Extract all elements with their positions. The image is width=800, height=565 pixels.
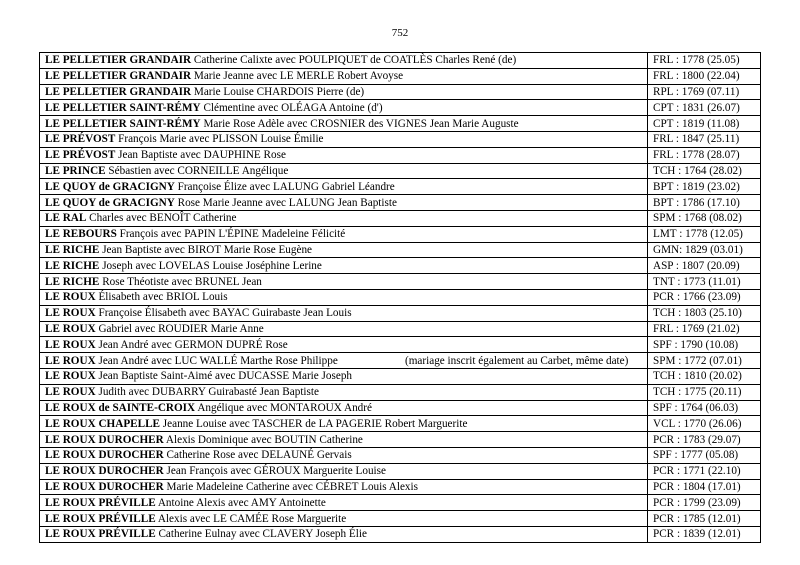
parish-date-cell: RPL : 1769 (07.11): [648, 84, 761, 100]
parish-date-cell: FRL : 1778 (28.07): [648, 147, 761, 163]
spouses-cell: [40, 53, 648, 69]
spouse-names: Jean André avec LUC WALLÉ Marthe Rose Philippe: [98, 354, 338, 367]
table-row: [40, 68, 761, 84]
surname: LE REBOURS: [45, 228, 117, 241]
surname: LE ROUX: [45, 291, 96, 304]
page-number: 752: [391, 27, 409, 39]
parish-date-cell: TCH : 1764 (28.02): [648, 163, 761, 179]
table-row: [40, 447, 761, 463]
table-row: [40, 100, 761, 116]
spouses-cell: [40, 321, 648, 337]
surname: LE ROUX DUROCHER: [45, 449, 164, 462]
spouse-names: Catherine Calixte avec POULPIQUET de COATLÈS Charles René (de): [193, 54, 517, 67]
table-row: [40, 163, 761, 179]
surname: LE PELLETIER GRANDAIR: [45, 70, 192, 83]
table-row: [40, 195, 761, 211]
spouses-cell: [40, 463, 648, 479]
surname: LE ROUX: [45, 322, 96, 335]
table-row: [40, 337, 761, 353]
spouse-names: Judith avec DUBARRY Guirabasté Jean Baptiste: [98, 386, 319, 399]
surname: LE PRÉVOST: [45, 149, 116, 162]
surname: LE ROUX DUROCHER: [45, 465, 164, 478]
table-row: [40, 463, 761, 479]
parish-date-cell: ASP : 1807 (20.09): [648, 258, 761, 274]
spouses-cell: [40, 84, 648, 100]
spouse-names: Françoise Élize avec LALUNG Gabriel Léandre: [177, 180, 395, 193]
spouse-names: Rose Marie Jeanne avec LALUNG Jean Baptiste: [177, 196, 397, 209]
parish-date-cell: FRL : 1800 (22.04): [648, 68, 761, 84]
spouses-cell: [40, 116, 648, 132]
table-row: [40, 305, 761, 321]
spouses-cell: [40, 400, 648, 416]
table-row: [40, 479, 761, 495]
surname: LE ROUX PRÉVILLE: [45, 496, 156, 509]
table-row: [40, 53, 761, 69]
spouses-cell: [40, 511, 648, 527]
spouses-cell: [40, 68, 648, 84]
spouse-names: Alexis avec LE CAMÉE Rose Marguerite: [157, 512, 347, 525]
spouses-cell: [40, 384, 648, 400]
spouse-names: Marie Jeanne avec LE MERLE Robert Avoyse: [193, 70, 404, 83]
parish-date-cell: PCR : 1783 (29.07): [648, 432, 761, 448]
spouses-cell: [40, 147, 648, 163]
surname: LE QUOY de GRACIGNY: [45, 196, 175, 209]
spouse-names: Clémentine avec OLÉAGA Antoine (d'): [203, 101, 383, 114]
parish-date-cell: LMT : 1778 (12.05): [648, 226, 761, 242]
surname: LE RICHE: [45, 259, 100, 272]
parish-date-cell: BPT : 1786 (17.10): [648, 195, 761, 211]
parish-date-cell: SPM : 1772 (07.01): [648, 353, 761, 369]
surname: LE ROUX: [45, 354, 96, 367]
parish-date-cell: FRL : 1847 (25.11): [648, 131, 761, 147]
parish-date-cell: CPT : 1819 (11.08): [648, 116, 761, 132]
spouse-names: Antoine Alexis avec AMY Antoinette: [157, 496, 326, 509]
surname: LE QUOY de GRACIGNY: [45, 180, 175, 193]
spouse-names: Marie Rose Adèle avec CROSNIER des VIGNES Jean Marie Auguste: [203, 117, 519, 130]
parish-date-cell: TCH : 1775 (20.11): [648, 384, 761, 400]
table-row: [40, 526, 761, 542]
table-row: [40, 511, 761, 527]
surname: LE RICHE: [45, 275, 100, 288]
table-row: [40, 400, 761, 416]
spouse-names: Jean François avec GÉROUX Marguerite Louise: [166, 465, 386, 478]
parish-date-cell: FRL : 1778 (25.05): [648, 53, 761, 69]
surname: LE PELLETIER SAINT-RÉMY: [45, 101, 201, 114]
parish-date-cell: VCL : 1770 (26.06): [648, 416, 761, 432]
spouses-cell: [40, 416, 648, 432]
spouses-cell: [40, 526, 648, 542]
table-row: [40, 416, 761, 432]
registry-body: [40, 53, 761, 543]
table-row: [40, 321, 761, 337]
parish-date-cell: FRL : 1769 (21.02): [648, 321, 761, 337]
table-row: [40, 242, 761, 258]
parish-date-cell: TNT : 1773 (11.01): [648, 274, 761, 290]
table-row: [40, 353, 761, 369]
table-row: [40, 384, 761, 400]
table-row: [40, 210, 761, 226]
spouses-cell: [40, 163, 648, 179]
spouse-names: Catherine Eulnay avec CLAVERY Joseph Élie: [158, 528, 367, 541]
surname: LE ROUX DUROCHER: [45, 433, 164, 446]
parish-date-cell: SPF : 1777 (05.08): [648, 447, 761, 463]
table-row: [40, 147, 761, 163]
table-row: [40, 226, 761, 242]
spouses-cell: [40, 495, 648, 511]
surname: LE PELLETIER SAINT-RÉMY: [45, 117, 201, 130]
surname: LE ROUX: [45, 307, 96, 320]
surname: LE PELLETIER GRANDAIR: [45, 85, 192, 98]
spouses-cell: [40, 479, 648, 495]
parish-date-cell: PCR : 1804 (17.01): [648, 479, 761, 495]
spouses-cell: [40, 368, 648, 384]
table-row: [40, 432, 761, 448]
spouses-cell: [40, 337, 648, 353]
parish-date-cell: SPF : 1790 (10.08): [648, 337, 761, 353]
spouse-names: Charles avec BENOÎT Catherine: [89, 212, 237, 225]
surname: LE ROUX DUROCHER: [45, 480, 164, 493]
spouse-names: François Marie avec PLISSON Louise Émilie: [118, 133, 324, 146]
parish-date-cell: TCH : 1810 (20.02): [648, 368, 761, 384]
spouses-cell: [40, 195, 648, 211]
parish-date-cell: PCR : 1771 (22.10): [648, 463, 761, 479]
table-row: [40, 131, 761, 147]
surname: LE RAL: [45, 212, 87, 225]
spouse-names: Joseph avec LOVELAS Louise Joséphine Lerine: [102, 259, 322, 272]
marriage-registry-table: [39, 52, 761, 543]
row-note: (mariage inscrit également au Carbet, même date): [405, 354, 629, 367]
table-row: [40, 274, 761, 290]
surname: LE ROUX CHAPELLE: [45, 417, 160, 430]
spouse-names: Alexis Dominique avec BOUTIN Catherine: [165, 433, 363, 446]
spouse-names: Sébastien avec CORNEILLE Angélique: [108, 164, 289, 177]
spouses-cell: [40, 447, 648, 463]
spouses-cell: [40, 131, 648, 147]
surname: LE PRÉVOST: [45, 133, 116, 146]
surname: LE PELLETIER GRANDAIR: [45, 54, 192, 67]
parish-date-cell: GMN: 1829 (03.01): [648, 242, 761, 258]
spouse-names: Jean Baptiste avec DAUPHINE Rose: [118, 149, 286, 162]
surname: LE ROUX: [45, 370, 96, 383]
surname: LE ROUX: [45, 386, 96, 399]
table-row: [40, 84, 761, 100]
spouses-cell: [40, 210, 648, 226]
parish-date-cell: BPT : 1819 (23.02): [648, 179, 761, 195]
table-row: [40, 258, 761, 274]
spouse-names: François avec PAPIN L'ÉPINE Madeleine Félicité: [119, 228, 346, 241]
parish-date-cell: PCR : 1785 (12.01): [648, 511, 761, 527]
parish-date-cell: SPM : 1768 (08.02): [648, 210, 761, 226]
parish-date-cell: TCH : 1803 (25.10): [648, 305, 761, 321]
table-row: [40, 495, 761, 511]
surname: LE ROUX de SAINTE-CROIX: [45, 401, 196, 414]
spouses-cell: [40, 353, 648, 369]
parish-date-cell: PCR : 1799 (23.09): [648, 495, 761, 511]
spouse-names: Rose Théotiste avec BRUNEL Jean: [102, 275, 262, 288]
table-row: [40, 289, 761, 305]
table-row: [40, 179, 761, 195]
spouse-names: Jeanne Louise avec TASCHER de LA PAGERIE Robert Marguerite: [162, 417, 468, 430]
spouse-names: Jean André avec GERMON DUPRÉ Rose: [98, 338, 288, 351]
spouse-names: Françoise Élisabeth avec BAYAC Guirabaste Jean Louis: [98, 307, 352, 320]
parish-date-cell: PCR : 1766 (23.09): [648, 289, 761, 305]
surname: LE ROUX PRÉVILLE: [45, 528, 156, 541]
spouses-cell: [40, 179, 648, 195]
parish-date-cell: PCR : 1839 (12.01): [648, 526, 761, 542]
spouse-names: Jean Baptiste avec BIROT Marie Rose Eugène: [102, 243, 313, 256]
surname: LE PRINCE: [45, 164, 106, 177]
spouses-cell: [40, 432, 648, 448]
surname: LE ROUX PRÉVILLE: [45, 512, 156, 525]
spouses-cell: [40, 242, 648, 258]
parish-date-cell: SPF : 1764 (06.03): [648, 400, 761, 416]
spouse-names: Angélique avec MONTAROUX André: [197, 401, 372, 414]
spouses-cell: [40, 100, 648, 116]
parish-date-cell: CPT : 1831 (26.07): [648, 100, 761, 116]
surname: LE RICHE: [45, 243, 100, 256]
spouses-cell: [40, 274, 648, 290]
table-row: [40, 116, 761, 132]
spouse-names: Gabriel avec ROUDIER Marie Anne: [98, 322, 264, 335]
spouse-names: Élisabeth avec BRIOL Louis: [98, 291, 228, 304]
spouse-names: Marie Madeleine Catherine avec CÉBRET Louis Alexis: [166, 480, 418, 493]
spouse-names: Catherine Rose avec DELAUNÉ Gervais: [166, 449, 352, 462]
surname: LE ROUX: [45, 338, 96, 351]
spouse-names: Marie Louise CHARDOIS Pierre (de): [193, 85, 365, 98]
spouse-names: Jean Baptiste Saint-Aimé avec DUCASSE Marie Joseph: [98, 370, 353, 383]
spouses-cell: [40, 305, 648, 321]
table-row: [40, 368, 761, 384]
spouses-cell: [40, 226, 648, 242]
spouses-cell: [40, 258, 648, 274]
spouses-cell: [40, 289, 648, 305]
